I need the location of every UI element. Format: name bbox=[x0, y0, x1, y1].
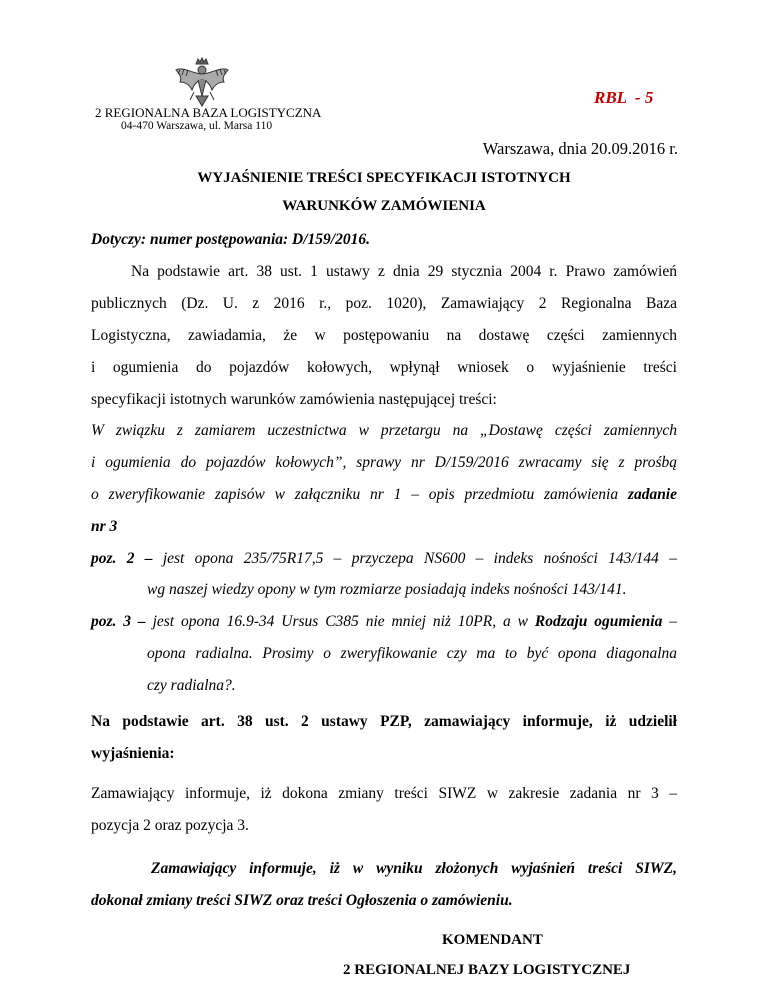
subject-line: Dotyczy: numer postępowania: D/159/2016. bbox=[91, 231, 370, 248]
poz3-line-3: czy radialna?. bbox=[147, 677, 236, 694]
eagle-emblem-icon bbox=[174, 56, 230, 108]
answer-line-1: Zamawiający informuje, iż dokona zmiany treści SIWZ w zakresie zadania nr 3 – bbox=[91, 785, 677, 802]
question-line-2: i ogumienia do pojazdów kołowych”, sprawy nr D/159/2016 zwracamy się z prośbą bbox=[91, 454, 677, 471]
document-title-line-1: WYJAŚNIENIE TREŚCI SPECYFIKACJI ISTOTNYCH bbox=[197, 170, 571, 186]
org-address: 04-470 Warszawa, ul. Marsa 110 bbox=[121, 120, 273, 132]
document-title-line-2: WARUNKÓW ZAMÓWIENIA bbox=[282, 198, 486, 214]
poz3-tyre-type-bold: Rodzaju ogumienia bbox=[534, 613, 663, 630]
poz3-line-1-post: – bbox=[662, 613, 677, 630]
intro-line-3: Logistyczna, zawiadamia, że w postępowaniu na dostawę części zamiennych bbox=[91, 327, 677, 344]
place-date: Warszawa, dnia 20.09.2016 r. bbox=[482, 139, 678, 158]
poz3-line-2: opona radialna. Prosimy o zweryfikowanie czy ma to być opona diagonalna bbox=[147, 645, 677, 662]
poz3-label: poz. 3 – bbox=[91, 613, 146, 630]
signature-unit: 2 REGIONALNEJ BAZY LOGISTYCZNEJ bbox=[343, 962, 631, 978]
poz3-line-1-pre: jest opona 16.9-34 Ursus C385 nie mniej niż 10PR, a w bbox=[145, 613, 535, 630]
question-line-4: nr 3 bbox=[91, 518, 118, 535]
poz2-label: poz. 2 – bbox=[91, 550, 153, 567]
doc-code: RBL - 5 bbox=[594, 88, 654, 107]
conclusion-line-2: dokonał zmiany treści SIWZ oraz treści Ogłoszenia o zamówieniu. bbox=[91, 892, 513, 909]
poz2-line-1 bbox=[91, 550, 677, 568]
answer-line-2: pozycja 2 oraz pozycja 3. bbox=[91, 817, 249, 834]
answer-heading-line-1: Na podstawie art. 38 ust. 2 ustawy PZP, zamawiający informuje, iż udzielił bbox=[91, 713, 677, 730]
poz2-line-1-text: jest opona 235/75R17,5 – przyczepa NS600 – indeks nośności 143/144 – bbox=[152, 550, 677, 567]
intro-line-2: publicznych (Dz. U. z 2016 r., poz. 1020), Zamawiający 2 Regionalna Baza bbox=[91, 295, 677, 312]
question-line-3-text: o zweryfikowanie zapisów w załączniku nr 1 – opis przedmiotu zamówienia bbox=[91, 486, 628, 503]
intro-line-4: i ogumienia do pojazdów kołowych, wpłynął wniosek o wyjaśnienie treści bbox=[91, 359, 677, 376]
signature-title: KOMENDANT bbox=[442, 932, 543, 948]
question-line-1: W związku z zamiarem uczestnictwa w przetargu na „Dostawę części zamiennych bbox=[91, 422, 677, 439]
poz3-line-1 bbox=[91, 613, 677, 631]
org-name: 2 REGIONALNA BAZA LOGISTYCZNA bbox=[95, 105, 322, 120]
conclusion-line-1: Zamawiający informuje, iż w wyniku złożonych wyjaśnień treści SIWZ, bbox=[151, 860, 677, 877]
answer-heading-line-2: wyjaśnienia: bbox=[91, 745, 175, 762]
question-task-bold: zadanie bbox=[627, 486, 677, 503]
intro-line-1: Na podstawie art. 38 ust. 1 ustawy z dnia 29 stycznia 2004 r. Prawo zamówień bbox=[131, 263, 677, 280]
poz2-line-2: wg naszej wiedzy opony w tym rozmiarze posiadają indeks nośności 143/141. bbox=[147, 581, 627, 598]
intro-line-5: specyfikacji istotnych warunków zamówienia następującej treści: bbox=[91, 391, 497, 408]
question-line-3 bbox=[91, 486, 677, 504]
